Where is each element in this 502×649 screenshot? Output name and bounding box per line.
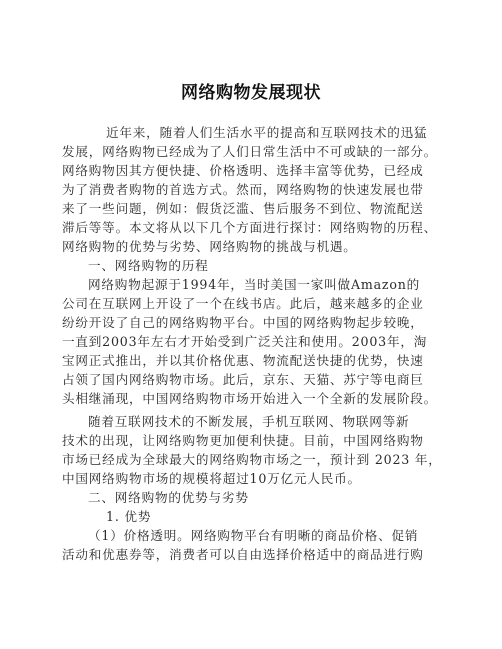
paragraph-line: 头相继涌现，中国网络购物市场开始进入一个全新的发展阶段。 (62, 391, 438, 406)
paragraph-line: 技术的出现，让网络购物更加便利快捷。目前，中国网络购物 (62, 433, 424, 448)
paragraph-line: 滞后等等。本文将从以下几个方面进行探讨：网络购物的历程、 (62, 220, 438, 235)
paragraph-line: 来了一些问题，例如：假货泛滥、售后服务不到位、物流配送 (62, 201, 424, 216)
paragraph-line: 网络购物的优势与劣势、网络购物的挑战与机遇。 (62, 239, 357, 254)
paragraph-line: （1）价格透明。网络购物平台有明晰的商品价格、促销 (88, 528, 419, 543)
subsection-heading: 1. 优势 (106, 509, 152, 524)
paragraph-line: 网络购物因其方便快捷、价格透明、选择丰富等优势，已经成 (62, 163, 424, 178)
paragraph-line: 纷纷开设了自己的网络购物平台。中国的网络购物起步较晚， (62, 315, 424, 330)
paragraph-line: 发展，网络购物已经成为了人们日常生活中不可或缺的一部分。 (62, 144, 438, 159)
paragraph-line: 宝网正式推出，并以其价格优惠、物流配送快捷的优势，快速 (62, 353, 424, 368)
paragraph-line: 为了消费者购物的首选方式。然而，网络购物的快速发展也带 (62, 182, 424, 197)
paragraph-line: 占领了国内网络购物市场。此后，京东、天猫、苏宁等电商巨 (62, 372, 424, 387)
section-heading: 一、网络购物的历程 (88, 258, 209, 273)
section-heading: 二、网络购物的优势与劣势 (88, 490, 249, 505)
paragraph-line: 一直到2003年左右才开始受到广泛关注和使用。2003年，淘 (62, 334, 428, 349)
paragraph-line: 近年来，随着人们生活水平的提高和互联网技术的迅猛 (106, 125, 428, 140)
paragraph-line: 随着互联网技术的不断发展，手机互联网、物联网等新 (88, 414, 410, 429)
paragraph-line: 网络购物起源于1994年，当时美国一家叫做Amazon的 (88, 277, 421, 292)
paragraph-line: 公司在互联网上开设了一个在线书店。此后，越来越多的企业 (62, 296, 424, 311)
paragraph-line: 中国网络购物市场的规模将超过10万亿元人民币。 (62, 471, 361, 486)
document-title: 网络购物发展现状 (181, 83, 321, 103)
paragraph-line: 活动和优惠券等，消费者可以自由选择价格适中的商品进行购 (62, 547, 424, 562)
paragraph-line: 市场已经成为全球最大的网络购物市场之一，预计到 2023 年， (62, 452, 442, 467)
